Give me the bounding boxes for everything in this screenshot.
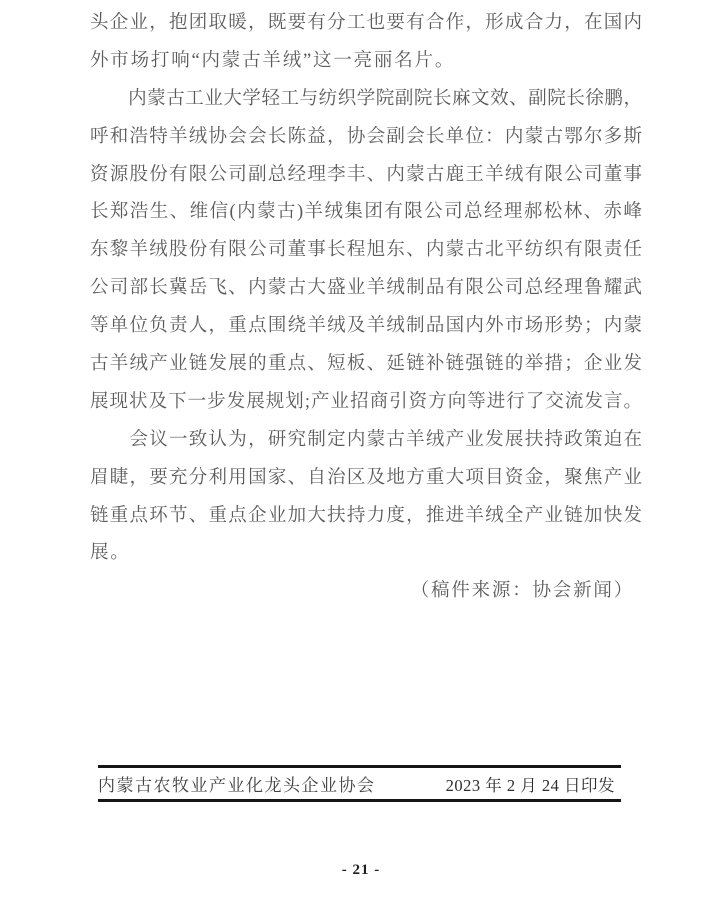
text-line: 长郑浩生、维信(内蒙古)羊绒集团有限公司总经理郝松林、赤峰 xyxy=(90,202,642,223)
colophon xyxy=(98,765,621,802)
text-line: 资源股份有限公司副总经理李丰、内蒙古鹿王羊绒有限公司董事 xyxy=(90,164,642,185)
page-number: - 21 - xyxy=(341,862,381,878)
text-line: 头企业，抱团取暖，既要有分工也要有合作，形成合力，在国内 xyxy=(90,13,642,33)
issuer-name: 内蒙古农牧业产业化龙头企业协会 xyxy=(98,776,376,795)
text-line: 眉睫，要充分利用国家、自治区及地方重大项目资金，聚焦产业 xyxy=(90,467,642,488)
text-line: 呼和浩特羊绒协会会长陈益，协会副会长单位：内蒙古鄂尔多斯 xyxy=(90,126,642,147)
text-line: 等单位负责人，重点围绕羊绒及羊绒制品国内外市场形势；内蒙 xyxy=(90,316,642,337)
text-line: （稿件来源：协会新闻） xyxy=(410,581,634,602)
body-text-block xyxy=(90,5,642,611)
text-line: 会议一致认为，研究制定内蒙古羊绒产业发展扶持政策迫在 xyxy=(90,429,642,450)
print-date: 2023 年 2 月 24 日印发 xyxy=(445,775,615,795)
text-line: 内蒙古工业大学轻工与纺织学院副院长麻文效、副院长徐鹏， xyxy=(90,88,642,109)
text-line: 链重点环节、重点企业加大扶持力度，推进羊绒全产业链加快发 xyxy=(90,505,642,526)
text-line: 公司部长冀岳飞、内蒙古大盛业羊绒制品有限公司总经理鲁耀武 xyxy=(90,278,642,299)
text-line: 展现状及下一步发展规划;产业招商引资方向等进行了交流发言。 xyxy=(90,391,642,412)
text-line: 外市场打响“内蒙古羊绒”这一亮丽名片。 xyxy=(90,50,456,71)
text-line: 古羊绒产业链发展的重点、短板、延链补链强链的举措；企业发 xyxy=(90,354,642,375)
text-line: 展。 xyxy=(90,543,131,564)
text-line: 东黎羊绒股份有限公司董事长程旭东、内蒙古北平纺织有限责任 xyxy=(90,240,642,261)
